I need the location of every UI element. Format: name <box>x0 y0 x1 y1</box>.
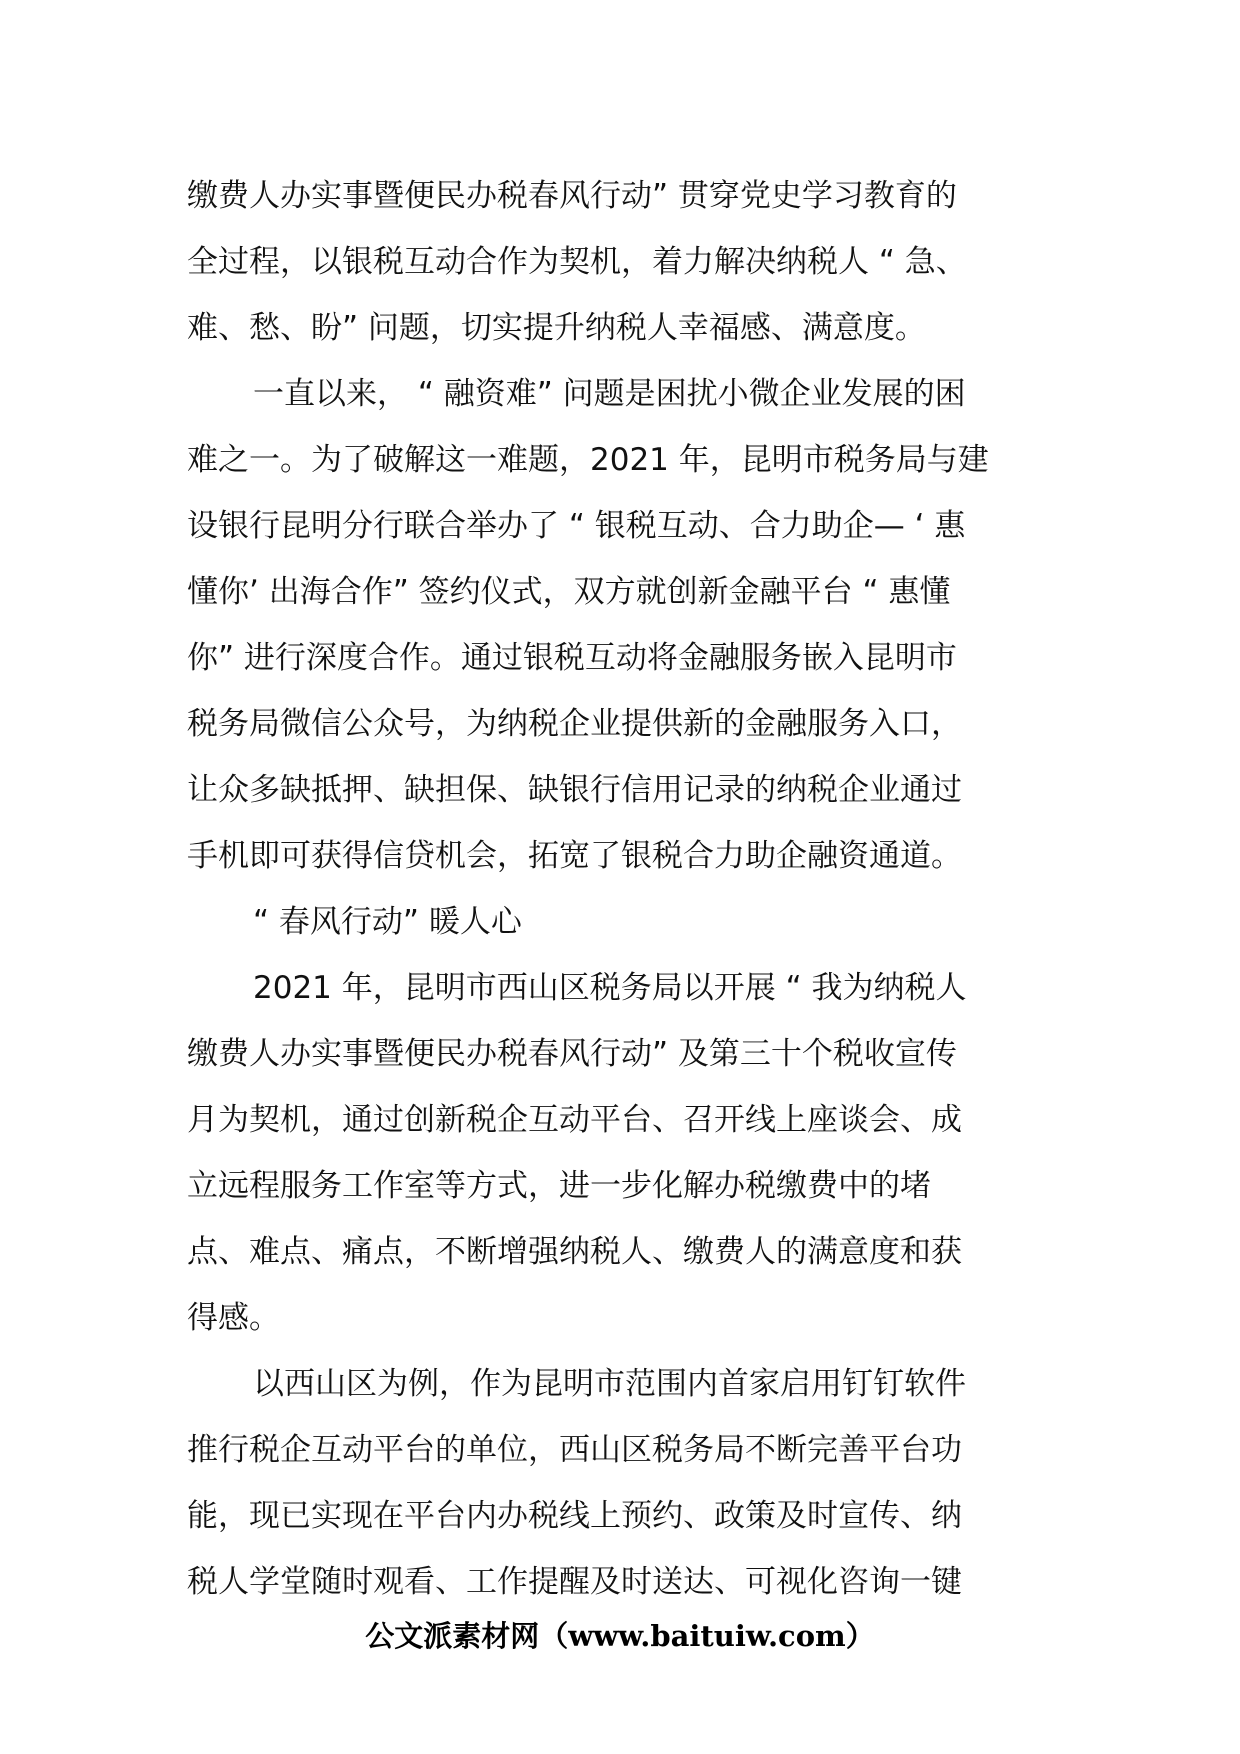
text-line: 难、愁、盼” 问题，切实提升纳税人幸福感、满意度。 <box>187 310 926 346</box>
text-line: 缴费人办实事暨便民办税春风行动” 及第三十个税收宣传 <box>187 1036 957 1072</box>
text-line: 难之一。为了破解这一难题，2021 年，昆明市税务局与建 <box>187 442 989 478</box>
text-line: 能，现已实现在平台内办税线上预约、政策及时宣传、纳 <box>187 1498 962 1534</box>
text-line: 得感。 <box>187 1300 280 1336</box>
text-line: 你” 进行深度合作。通过银税互动将金融服务嵌入昆明市 <box>187 640 957 676</box>
text-line: 全过程，以银税互动合作为契机，着力解决纳税人 “ 急、 <box>187 244 967 280</box>
text-line: 点、难点、痛点，不断增强纳税人、缴费人的满意度和获 <box>187 1234 962 1270</box>
text-line: 手机即可获得信贷机会，拓宽了银税合力助企融资通道。 <box>187 838 962 874</box>
text-line: 税务局微信公众号，为纳税企业提供新的金融服务入口， <box>187 706 962 742</box>
footer-watermark: 公文派素材网（www.baituiw.com） <box>365 1619 875 1653</box>
text-line: 立远程服务工作室等方式，进一步化解办税缴费中的堵 <box>187 1168 931 1204</box>
text-line: 月为契机，通过创新税企互动平台、召开线上座谈会、成 <box>187 1102 962 1138</box>
section-heading: “ 春风行动” 暖人心 <box>253 904 522 940</box>
paragraph-first-line: 以西山区为例，作为昆明市范围内首家启用钉钉软件 <box>253 1366 966 1402</box>
paragraph-first-line: 2021 年，昆明市西山区税务局以开展 “ 我为纳税人 <box>253 970 967 1006</box>
text-line: 缴费人办实事暨便民办税春风行动” 贯穿党史学习教育的 <box>187 178 957 214</box>
text-line: 懂你’ 出海合作” 签约仪式，双方就创新金融平台 “ 惠懂 <box>187 574 951 610</box>
text-line: 税人学堂随时观看、工作提醒及时送达、可视化咨询一键 <box>187 1564 962 1600</box>
text-line: 推行税企互动平台的单位，西山区税务局不断完善平台功 <box>187 1432 962 1468</box>
paragraph-first-line: 一直以来， “ 融资难” 问题是困扰小微企业发展的困 <box>253 376 966 412</box>
text-line: 让众多缺抵押、缺担保、缺银行信用记录的纳税企业通过 <box>187 772 962 808</box>
text-line: 设银行昆明分行联合举办了 “ 银税互动、合力助企— ‘ 惠 <box>187 508 966 544</box>
